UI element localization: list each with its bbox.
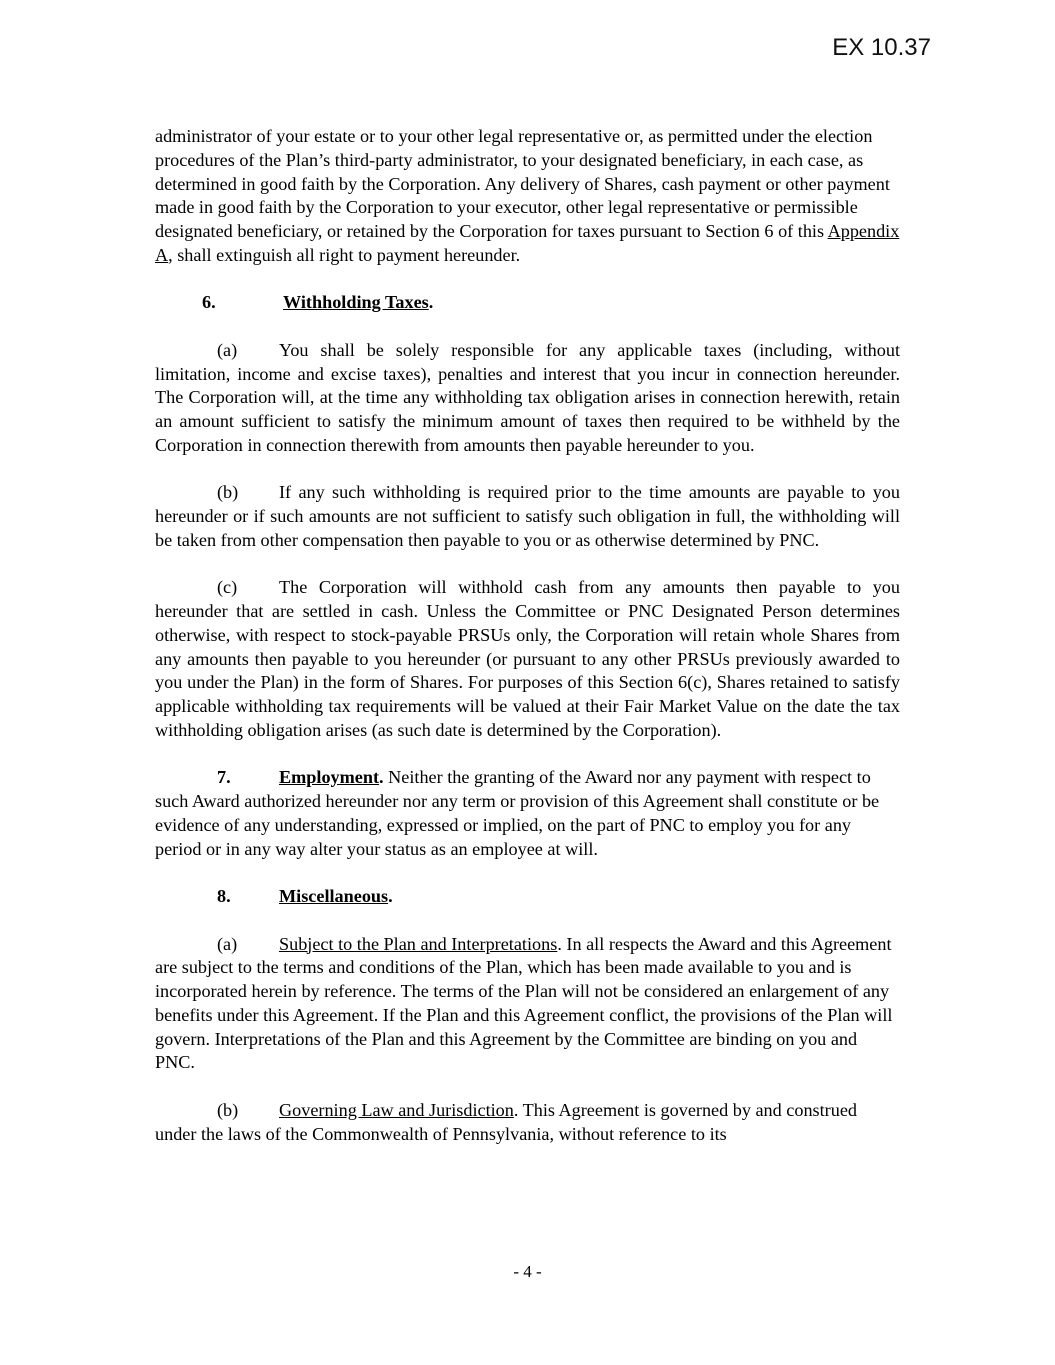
section-6-period: . bbox=[428, 292, 434, 313]
intro-text-2: , shall extinguish all right to payment hereunder. bbox=[168, 244, 521, 265]
section-6c-text: The Corporation will withhold cash from any amounts then payable to you hereunder that are settled in cash. Unless the Committee or PNC Designated Person determines otherwise, with respect to stock-payable PRSUs only, the Corporation will retain whole Shares from any amounts then payable to you hereunder (or pursuant to any other PRSUs previously awarded to you under the Plan) in the form of Shares. For purposes of this Section 6(c), Shares retained to satisfy applicable withholding tax requirements will be valued at their Fair Market Value on the date the tax withholding obligation arises (as such date is determined by the Corporation). bbox=[155, 577, 900, 740]
section-6a-paragraph bbox=[155, 339, 900, 458]
section-6b-paragraph bbox=[155, 481, 900, 552]
section-7-period: . bbox=[379, 767, 384, 788]
section-8b-label: (b) bbox=[217, 1099, 239, 1120]
appendix-a-link[interactable]: Appendix A bbox=[155, 221, 900, 265]
section-8-heading bbox=[155, 885, 900, 909]
section-6-number: 6. bbox=[202, 292, 216, 313]
section-8a-title: Subject to the Plan and Interpretations bbox=[279, 933, 558, 954]
exhibit-label: EX 10.37 bbox=[832, 34, 931, 61]
section-7-number: 7. bbox=[217, 767, 231, 788]
intro-text-1: administrator of your estate or to your other legal representative or, as permitted under the election procedures of the Plan’s third-party administrator, to your designated beneficiary, in each case, as determined in good faith by the Corporation. Any delivery of Shares, cash payment or other payment made in good faith by the Corporation to your executor, other legal representative or permissible designated beneficiary, or retained by the Corporation for taxes pursuant to Section 6 of this bbox=[155, 126, 890, 241]
section-6b-label: (b) bbox=[217, 482, 239, 503]
section-6b-text: If any such withholding is required prior to the time amounts are payable to you hereunder or if such amounts are not sufficient to satisfy such obligation in full, the withholding will be taken from other compensation then payable to you or as otherwise determined by PNC. bbox=[155, 482, 900, 550]
page-number: - 4 - bbox=[513, 1262, 542, 1281]
section-6a-label: (a) bbox=[217, 339, 238, 360]
section-8b-paragraph bbox=[155, 1099, 900, 1147]
section-8b-text: . This Agreement is governed by and construed under the laws of the Commonwealth of Pennsylvania, without reference to its bbox=[155, 1099, 858, 1144]
section-8a-paragraph bbox=[155, 933, 900, 1076]
document-body bbox=[155, 125, 900, 1170]
section-6-heading bbox=[155, 291, 900, 315]
section-8-title: Miscellaneous bbox=[279, 886, 389, 906]
section-8b-title: Governing Law and Jurisdiction bbox=[279, 1099, 514, 1120]
section-7-paragraph bbox=[155, 766, 900, 861]
section-6c-label: (c) bbox=[217, 577, 238, 598]
section-7-text: Neither the granting of the Award nor any payment with respect to such Award authorized hereunder nor any term or provision of this Agreement shall constitute or be evidence of any understanding, expressed or implied, on the part of PNC to employ you for any period or in any way alter your status as an employee at will. bbox=[155, 767, 880, 859]
section-8a-label: (a) bbox=[217, 933, 238, 954]
section-6a-text: You shall be solely responsible for any applicable taxes (including, without limitation, income and excise taxes), penalties and interest that you incur in connection hereunder. The Corporation will, at the time any withholding tax obligation arises in connection herewith, retain an amount sufficient to satisfy the minimum amount of taxes then required to be withheld by the Corporation in connection therewith from amounts then payable hereunder to you. bbox=[155, 339, 900, 455]
intro-paragraph bbox=[155, 125, 900, 268]
section-8a-text: . In all respects the Award and this Agreement are subject to the terms and conditions of the Plan, which has been made available to you and is incorporated herein by reference. The terms of the Plan will not be considered an enlargement of any benefits under this Agreement. If the Plan and this Agreement conflict, the provisions of the Plan will govern. Interpretations of the Plan and this Agreement by the Committee are binding on you and PNC. bbox=[155, 933, 893, 1073]
section-8-period: . bbox=[388, 886, 393, 906]
section-8-number: 8. bbox=[217, 886, 231, 906]
section-7-title: Employment bbox=[279, 767, 380, 788]
section-6-title: Withholding Taxes bbox=[283, 292, 429, 313]
section-6c-paragraph bbox=[155, 576, 900, 742]
